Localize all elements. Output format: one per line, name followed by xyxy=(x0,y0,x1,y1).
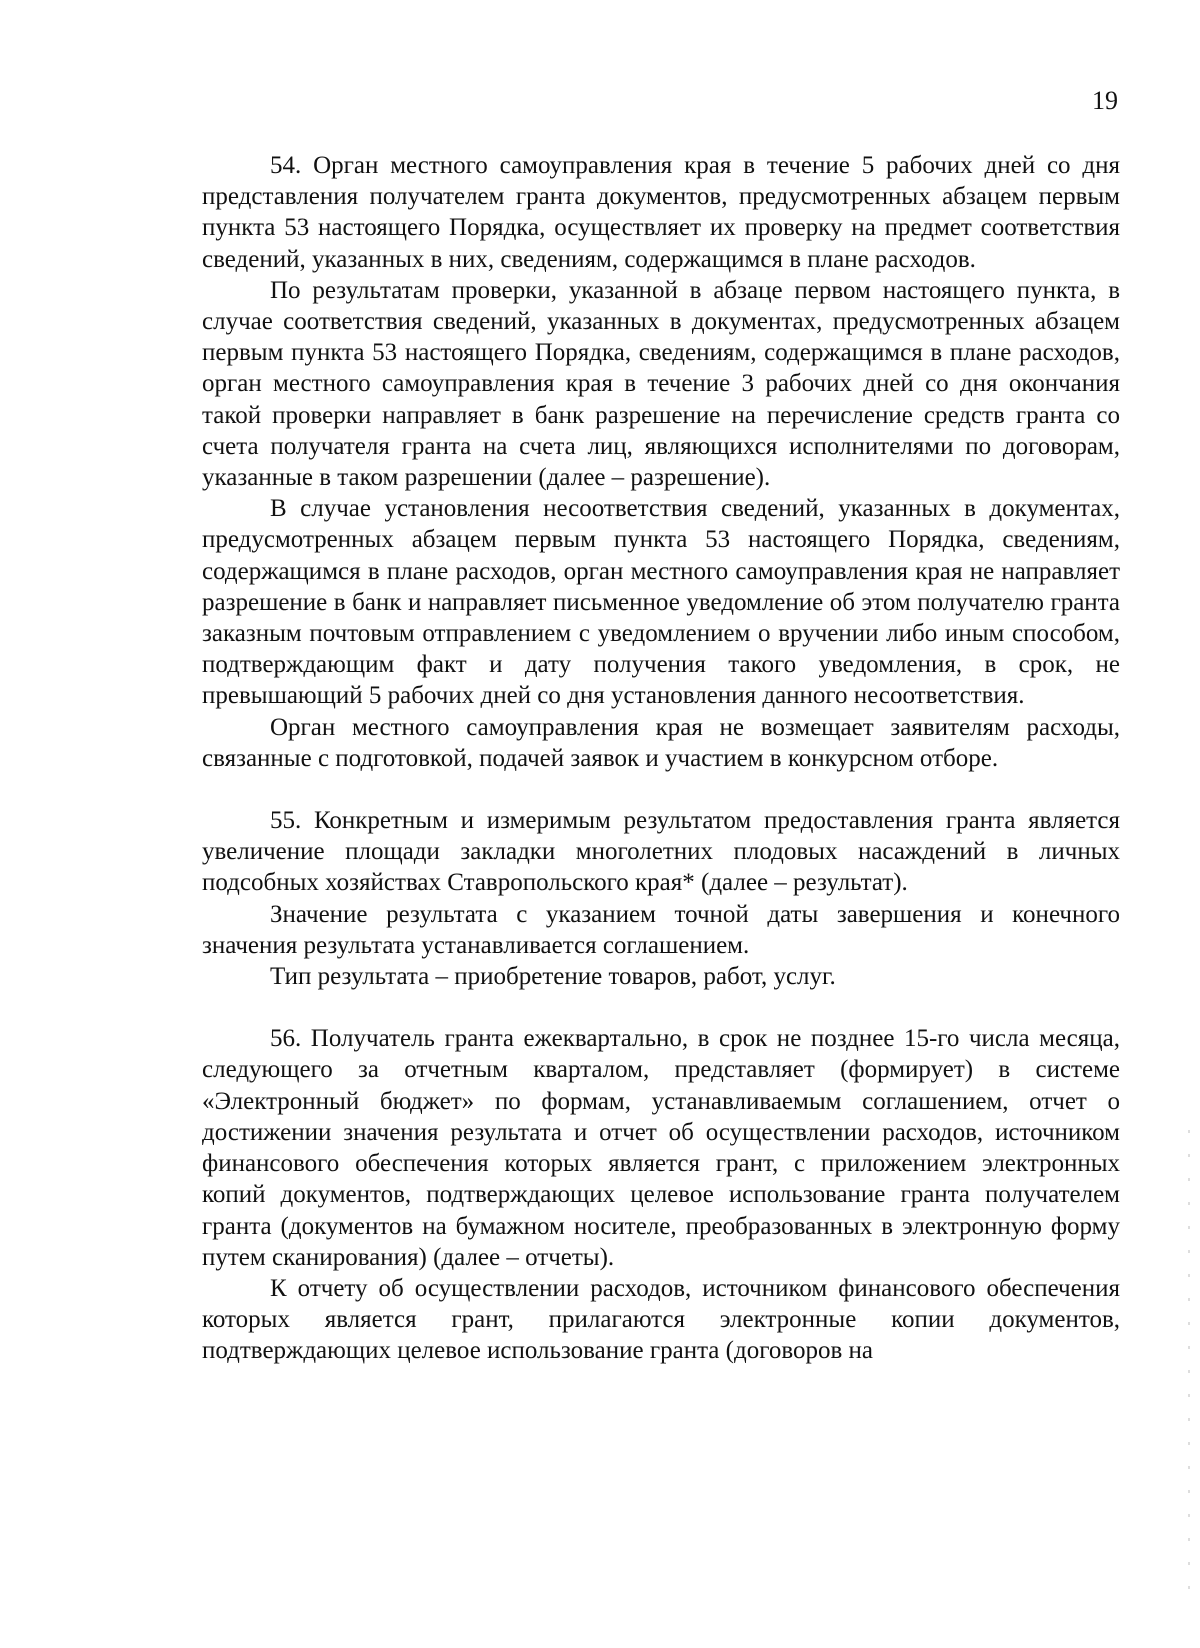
paragraph: Орган местного самоуправления края не возмещает заявителям расходы, связанные с подготовкой, подачей заявок и участием в конкурсном отборе. xyxy=(202,713,1120,772)
paragraph: По результатам проверки, указанной в абзаце первом настоящего пункта, в случае соответствия сведений, указанных в документах, предусмотренных абзацем первым пункта 53 настоящего Порядка, сведениям, содержащимся в плане расходов, орган местного самоуправления края в течение 3 рабочих дней со дня окончания такой проверки направляет в банк разрешение на перечисление средств гранта со счета получателя гранта на счета лиц, являющихся исполнителями по договорам, указанные в таком разрешении (далее – разрешение). xyxy=(202,276,1120,492)
paragraph: 54. Орган местного самоуправления края в течение 5 рабочих дней со дня представления получателем гранта документов, предусмотренных абзацем первым пункта 53 настоящего Порядка, осуществляет их проверку на предмет соответствия сведений, указанных в них, сведениям, содержащимся в плане расходов. xyxy=(202,152,1120,273)
paragraph: В случае установления несоответствия сведений, указанных в документах, предусмотренных абзацем первым пункта 53 настоящего Порядка, сведениям, содержащимся в плане расходов, орган местного самоуправления края не направляет разрешение в банк и направляет письменное уведомление об этом получателю гранта заказным почтовым отправлением с уведомлением о вручении либо иным способом, подтверждающим факт и дату получения такого уведомления, в срок, не превышающий 5 рабочих дней со дня установления данного несоответствия. xyxy=(202,495,1120,710)
paragraph: К отчету об осуществлении расходов, источником финансового обеспечения которых является грант, прилагаются электронные копии документов, подтверждающих целевое использование гранта (договоров на xyxy=(202,1274,1120,1365)
clause-56 xyxy=(202,1023,1120,1366)
paragraph: 55. Конкретным и измеримым результатом предоставления гранта является увеличение площади закладки многолетних плодовых насаждений в личных подсобных хозяйствах Ставропольского края* (далее – результат). xyxy=(202,807,1120,897)
clause-54 xyxy=(202,150,1120,774)
paragraph: Тип результата – приобретение товаров, работ, услуг. xyxy=(270,963,836,991)
clause-55 xyxy=(202,805,1120,992)
section-spacer xyxy=(202,992,1120,1023)
section-spacer xyxy=(202,774,1120,805)
paragraph: Значение результата с указанием точной даты завершения и конечного значения результата устанавливается соглашением. xyxy=(202,900,1120,959)
page-number: 19 xyxy=(1092,86,1118,115)
scan-edge-marks xyxy=(1188,1130,1190,1590)
document-body xyxy=(202,150,1120,1367)
paragraph: 56. Получатель гранта ежеквартально, в срок не позднее 15-го числа месяца, следующего за отчетным кварталом, представляет (формирует) в системе «Электронный бюджет» по формам, устанавливаемым соглашением, отчет о достижении значения результата и отчет об осуществлении расходов, источником финансового обеспечения которых является грант, с приложением электронных копий документов, подтверждающих целевое использование гранта получателем гранта (документов на бумажном носителе, преобразованных в электронную форму путем сканирования) (далее – отчеты). xyxy=(202,1025,1120,1271)
